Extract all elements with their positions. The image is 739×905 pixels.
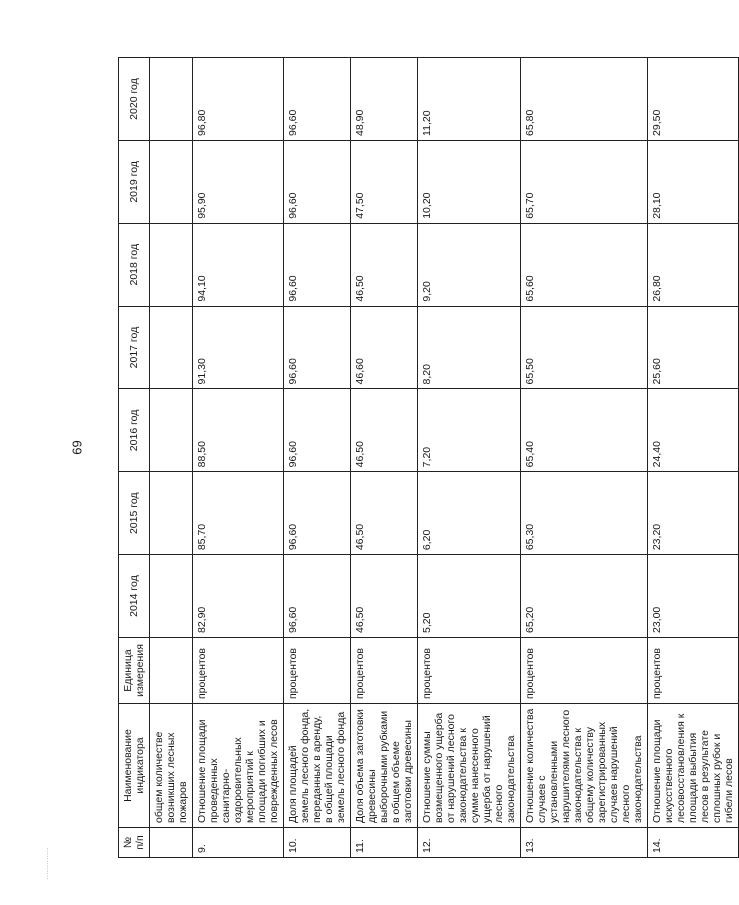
header-number: № п/п [119, 828, 150, 858]
value-2015: 85,70 [193, 472, 284, 555]
table-row [284, 58, 351, 858]
value-2016 [150, 389, 193, 472]
value-2020: 48,90 [351, 58, 418, 141]
indicator-name: Отношение суммы возмещенного ущерба от нарушений лесного законодательства к сумме нанесенного ущерба от нарушений лесного законодательства [418, 704, 521, 828]
value-2019: 95,90 [193, 140, 284, 223]
value-2016: 7,20 [418, 389, 521, 472]
indicator-name: Отношение площади проведенных санитарно-оздоровительных мероприятий к площади погибших и поврежденных лесов [193, 704, 284, 828]
unit-cell: процентов [648, 638, 739, 704]
value-2020: 11,20 [418, 58, 521, 141]
indicator-name: Доля площадей земель лесного фонда, переданных в аренду, в общей площади земель лесного фонда [284, 704, 351, 828]
header-year-2014: 2014 год [119, 555, 150, 638]
value-2018: 9,20 [418, 223, 521, 306]
value-2018: 94,10 [193, 223, 284, 306]
table-header-row [119, 58, 150, 858]
header-indicator-name: Наименование индикатора [119, 704, 150, 828]
scan-mark: ............. [40, 847, 50, 880]
value-2014: 5,20 [418, 555, 521, 638]
value-2019: 96,60 [284, 140, 351, 223]
row-number: 12. [418, 828, 521, 858]
indicator-name: общем количестве возникших лесных пожаров [150, 704, 193, 828]
value-2015: 96,60 [284, 472, 351, 555]
table-row [418, 58, 521, 858]
value-2014 [150, 555, 193, 638]
value-2016: 88,50 [193, 389, 284, 472]
value-2018: 65,60 [521, 223, 648, 306]
value-2016: 65,40 [521, 389, 648, 472]
value-2014: 82,90 [193, 555, 284, 638]
value-2015: 6,20 [418, 472, 521, 555]
value-2015 [150, 472, 193, 555]
indicators-table [118, 57, 739, 858]
value-2020 [150, 58, 193, 141]
value-2017 [150, 306, 193, 389]
value-2018: 26,80 [648, 223, 739, 306]
value-2016: 46,50 [351, 389, 418, 472]
unit-cell [150, 638, 193, 704]
value-2020: 96,80 [193, 58, 284, 141]
table-row [648, 58, 739, 858]
value-2014: 96,60 [284, 555, 351, 638]
value-2020: 65,80 [521, 58, 648, 141]
unit-cell: процентов [418, 638, 521, 704]
table-row [150, 58, 193, 858]
value-2018 [150, 223, 193, 306]
value-2019: 28,10 [648, 140, 739, 223]
value-2017: 8,20 [418, 306, 521, 389]
value-2017: 25,60 [648, 306, 739, 389]
indicators-table-container [118, 58, 735, 858]
value-2018: 96,60 [284, 223, 351, 306]
unit-cell: процентов [284, 638, 351, 704]
row-number: 9. [193, 828, 284, 858]
value-2019: 65,70 [521, 140, 648, 223]
row-number: 14. [648, 828, 739, 858]
indicator-name: Отношение площади искусственного лесовосстановления к площади выбытия лесов в результате сплошных рубок и гибели лесов [648, 704, 739, 828]
value-2020: 96,60 [284, 58, 351, 141]
header-year-2019: 2019 год [119, 140, 150, 223]
header-unit: Единица измерения [119, 638, 150, 704]
value-2017: 96,60 [284, 306, 351, 389]
row-number: 13. [521, 828, 648, 858]
unit-cell: процентов [521, 638, 648, 704]
row-number [150, 828, 193, 858]
indicator-name: Доля объема заготовки древесины выборочными рубками в общем объеме заготовки древесины [351, 704, 418, 828]
header-year-2015: 2015 год [119, 472, 150, 555]
table-row [521, 58, 648, 858]
value-2015: 46,50 [351, 472, 418, 555]
value-2017: 46,60 [351, 306, 418, 389]
value-2014: 46,50 [351, 555, 418, 638]
value-2020: 29,50 [648, 58, 739, 141]
value-2014: 23,00 [648, 555, 739, 638]
value-2019: 47,50 [351, 140, 418, 223]
value-2019 [150, 140, 193, 223]
value-2018: 46,50 [351, 223, 418, 306]
row-number: 10. [284, 828, 351, 858]
header-year-2016: 2016 год [119, 389, 150, 472]
indicator-name: Отношение количества случаев с установленными нарушителями лесного законодательства к общему количеству зарегистрированных случаев нарушений лесного законодательства [521, 704, 648, 828]
value-2015: 23,20 [648, 472, 739, 555]
value-2016: 96,60 [284, 389, 351, 472]
header-year-2017: 2017 год [119, 306, 150, 389]
value-2017: 65,50 [521, 306, 648, 389]
value-2014: 65,20 [521, 555, 648, 638]
value-2017: 91,30 [193, 306, 284, 389]
table-row [351, 58, 418, 858]
unit-cell: процентов [193, 638, 284, 704]
row-number: 11. [351, 828, 418, 858]
unit-cell: процентов [351, 638, 418, 704]
header-year-2020: 2020 год [119, 58, 150, 141]
value-2015: 65,30 [521, 472, 648, 555]
page-number: 69 [69, 440, 85, 455]
header-year-2018: 2018 год [119, 223, 150, 306]
value-2019: 10,20 [418, 140, 521, 223]
value-2016: 24,40 [648, 389, 739, 472]
table-row [193, 58, 284, 858]
